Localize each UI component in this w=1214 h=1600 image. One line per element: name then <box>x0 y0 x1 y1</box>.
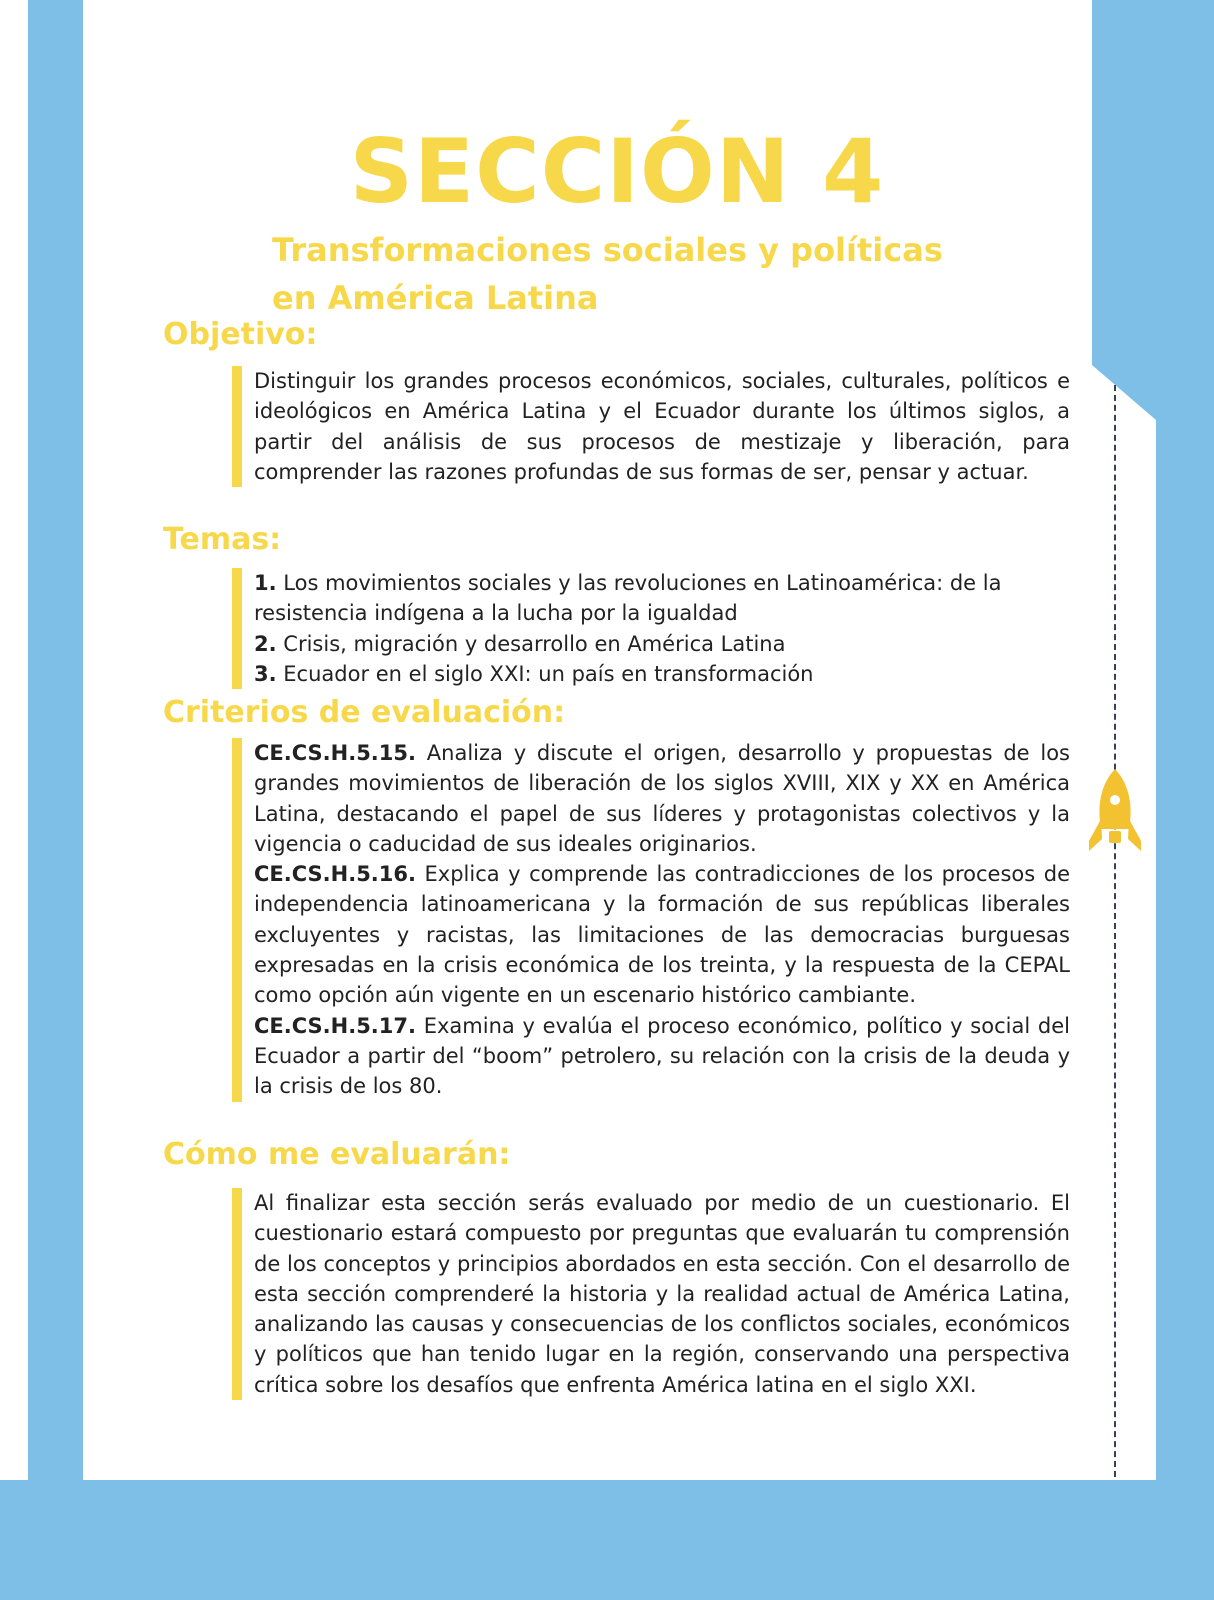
criterios-block <box>232 738 1070 1102</box>
criterios-heading: Criterios de evaluación: <box>163 695 566 730</box>
rocket-icon <box>1086 767 1144 863</box>
item-text: Crisis, migración y desarrollo en América Latina <box>283 631 786 656</box>
item-text: Los movimientos sociales y las revoluciones en Latinoamérica: de la resistencia indígena a la lucha por la igualdad <box>254 571 1002 626</box>
subtitle-line-2: en América Latina <box>272 279 599 317</box>
criterion-code: CE.CS.H.5.15. <box>254 741 416 765</box>
criterion <box>254 738 1070 859</box>
criterion-text: Explica y comprende las contradicciones de los procesos de independencia latinoamericana y la formación de sus repúblicas liberales excluyentes y racistas, las limitaciones de las democracias burguesas expresadas en la crisis económica de los treinta, y la respuesta de la CEPAL como opción aún vigente en un escenario histórico cambiante. <box>254 862 1070 1008</box>
list-item <box>254 659 1070 689</box>
objetivo-heading: Objetivo: <box>163 317 318 352</box>
temas-heading: Temas: <box>163 522 282 557</box>
evaluacion-heading: Cómo me evaluarán: <box>163 1137 511 1172</box>
list-item <box>254 568 1070 629</box>
criterion <box>254 1011 1070 1102</box>
item-number: 3. <box>254 661 277 686</box>
objetivo-block <box>232 366 1070 487</box>
evaluacion-block <box>232 1188 1070 1400</box>
criterion-text: Analiza y discute el origen, desarrollo y propuestas de los grandes movimientos de liberación de los siglos XVIII, XIX y XX en América Latina, destacando el papel de sus líderes y protagonistas colectivos y la vigencia o caducidad de sus ideales originarios. <box>254 741 1070 856</box>
subtitle-line-1: Transformaciones sociales y políticas <box>272 231 943 269</box>
section-subtitle <box>272 226 1072 322</box>
bottom-frame-band <box>0 1480 1214 1600</box>
criterion <box>254 859 1070 1010</box>
criterion-code: CE.CS.H.5.17. <box>254 1013 416 1038</box>
evaluacion-text: Al finalizar esta sección serás evaluado por medio de un cuestionario. El cuestionario estará compuesto por preguntas que evaluarán tu comprensión de los conceptos y principios abordados en esta sección. Con el desarrollo de esta sección comprenderé la historia y la realidad actual de América Latina, analizando las causas y consecuencias de los conflictos sociales, económicos y políticos que han tenido lugar en la región, conservando una perspectiva crítica sobre los desafíos que enfrenta América latina en el siglo XXI. <box>254 1191 1070 1397</box>
criterion-text: Examina y evalúa el proceso económico, político y social del Ecuador a partir del “boom” petrolero, su relación con la crisis de la deuda y la crisis de los 80. <box>254 1013 1070 1099</box>
criterion-code: CE.CS.H.5.16. <box>254 862 416 887</box>
list-item <box>254 629 1070 659</box>
item-number: 2. <box>254 631 277 656</box>
item-number: 1. <box>254 571 277 595</box>
dashed-guide-line <box>1114 385 1116 1477</box>
objetivo-text: Distinguir los grandes procesos económicos, sociales, culturales, políticos e ideológicos en América Latina y el Ecuador durante los últimos siglos, a partir del análisis de sus procesos de mestizaje y liberación, para comprender las razones profundas de sus formas de ser, pensar y actuar. <box>254 369 1070 484</box>
left-frame-band <box>28 0 83 1600</box>
item-text: Ecuador en el siglo XXI: un país en transformación <box>283 661 814 686</box>
section-title: SECCIÓN 4 <box>349 120 885 223</box>
temas-list <box>232 568 1070 689</box>
